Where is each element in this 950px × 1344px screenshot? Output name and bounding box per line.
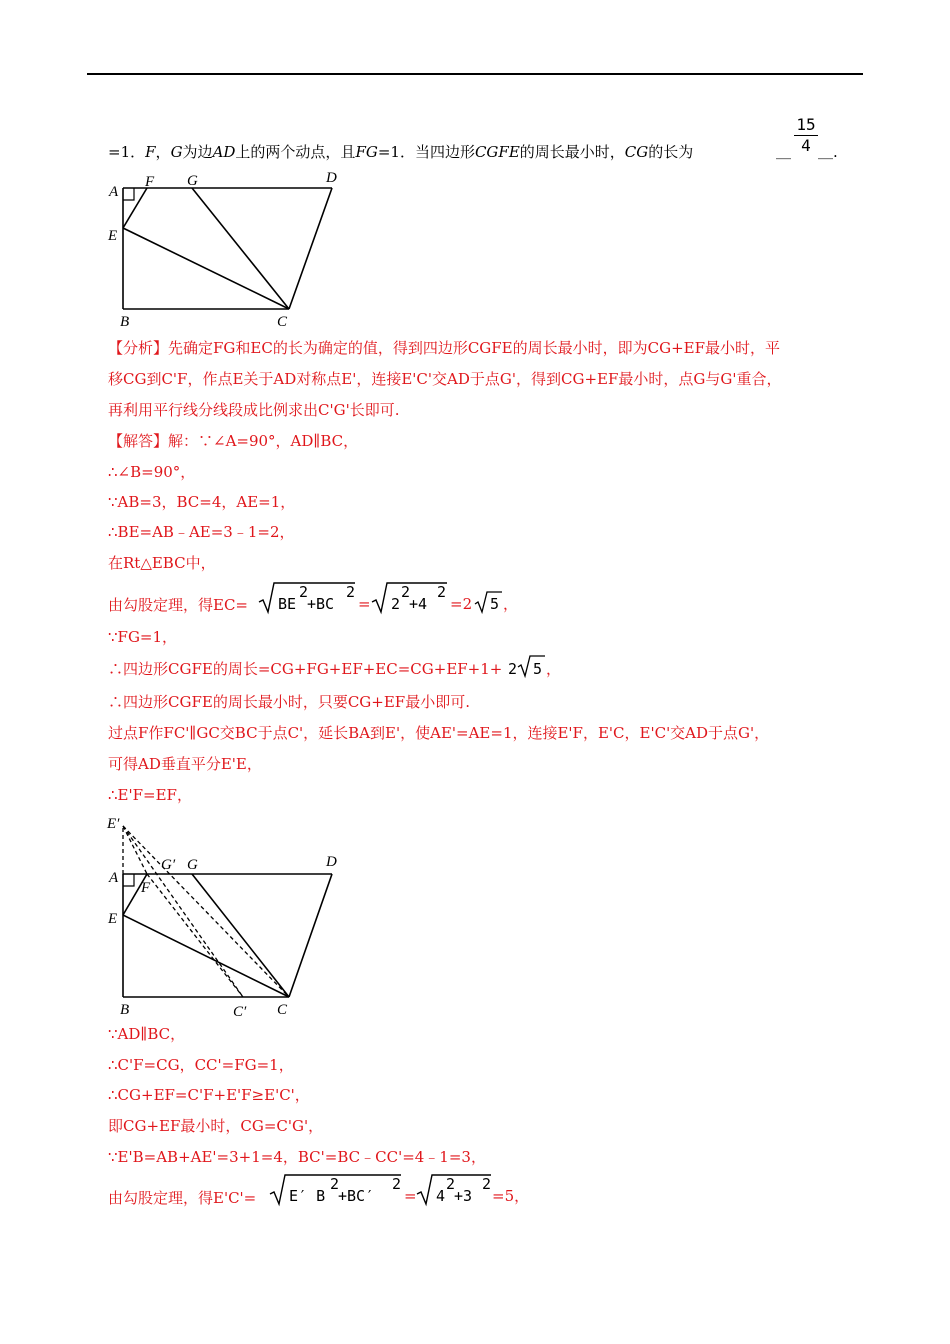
rad1-sup1: 2 xyxy=(299,583,309,601)
rad2-sup2: 2 xyxy=(482,1175,492,1193)
solution-line-2: ∴∠B=90°， xyxy=(108,463,196,481)
dashed-E-prime-F xyxy=(123,826,147,874)
label-E-prime: E′ xyxy=(107,816,120,832)
label-F: F xyxy=(145,174,155,190)
rad1-sup2: 2 xyxy=(392,1175,402,1193)
label-G: G xyxy=(187,857,198,873)
rad1-BE: BE xyxy=(278,595,297,613)
solution-line-18 xyxy=(108,1188,256,1208)
rad2-3: +3 xyxy=(454,1187,473,1205)
rad1-BC: +BC xyxy=(307,595,335,613)
segment-EC xyxy=(123,228,289,309)
label-D: D xyxy=(326,170,337,186)
text: 上的两个动点，且 xyxy=(235,143,356,161)
segment-GC xyxy=(192,188,289,309)
rad2-sup2: 2 xyxy=(437,583,447,601)
comma: ， xyxy=(546,660,562,678)
var-AD: AD xyxy=(212,143,236,161)
dashed-E-prime-C xyxy=(123,826,289,997)
label-C-prime: C′ xyxy=(233,1004,247,1020)
solution-line-11: 可得AD垂直平分E'E， xyxy=(108,755,262,773)
solution-line-7: ∵FG=1， xyxy=(108,628,178,646)
rad2-sup1: 2 xyxy=(401,583,411,601)
var-G: G xyxy=(170,143,183,161)
perimeter-radical xyxy=(507,652,562,680)
rad2-4: +4 xyxy=(409,595,428,613)
rad2-sup1: 2 xyxy=(446,1175,456,1193)
solution-line-1: 【解答】解：∵∠A=90°，AD∥BC， xyxy=(108,432,359,450)
segment-EF xyxy=(123,188,147,228)
label-A: A xyxy=(109,870,119,886)
label-A: A xyxy=(109,184,119,200)
segment-GC xyxy=(192,874,289,997)
var-CG: CG xyxy=(624,143,649,161)
solution-line-6 xyxy=(108,595,248,615)
text: 的周长最小时， xyxy=(519,143,625,161)
text: =1．当四边形 xyxy=(377,143,475,161)
ec-formula-prefix: 由勾股定理，得EC= xyxy=(108,596,248,614)
solution-line-12: ∴E'F=EF， xyxy=(108,786,192,804)
analysis-line-3: 再利用平行线分线段成比例求出C'G'长即可. xyxy=(108,401,400,419)
rad1-sup2: 2 xyxy=(346,583,356,601)
label-D: D xyxy=(326,854,337,870)
answer-numerator: 15 xyxy=(796,115,816,134)
right-angle-mark xyxy=(123,874,134,886)
solution-line-13: ∵AD∥BC， xyxy=(108,1025,186,1043)
solution-line-8 xyxy=(108,659,502,679)
answer-fraction xyxy=(794,116,818,155)
solution-line-17: ∵E'B=AB+AE'=3+1=4，BC'=BC﹣CC'=4﹣1=3， xyxy=(108,1148,486,1166)
label-G-prime: G′ xyxy=(161,857,176,873)
answer-denominator: 4 xyxy=(801,136,811,155)
solution-line-16: 即CG+EF最小时，CG=C'G'， xyxy=(108,1117,324,1135)
right-angle-mark xyxy=(123,188,134,200)
solution-line-9: ∴四边形CGFE的周长最小时，只要CG+EF最小即可. xyxy=(108,693,470,711)
dashed-E-prime-C-prime xyxy=(123,826,243,997)
ec-formula-radicals xyxy=(257,580,517,616)
var-FG: FG xyxy=(355,143,378,161)
perimeter-text: ∴四边形CGFE的周长=CG+FG+EF+EC=CG+EF+1+ xyxy=(108,660,503,678)
solution-line-5: 在Rt△EBC中， xyxy=(108,554,216,572)
solution-line-3: ∵AB=3，BC=4，AE=1， xyxy=(108,493,296,511)
var-F: F xyxy=(145,143,156,161)
rad-5: 5 xyxy=(533,660,543,678)
var-CGFE: CGFE xyxy=(474,143,520,161)
edge-DC xyxy=(289,874,332,997)
dashed-F-C-prime xyxy=(147,874,243,997)
text: 的长为 xyxy=(648,143,694,161)
rad1-E-prime-B: E′ B xyxy=(289,1187,326,1205)
rad1-BC-prime: +BC′ xyxy=(338,1187,375,1205)
answer-blank-left: ＿ xyxy=(776,143,792,161)
equals-1: = xyxy=(404,1187,417,1205)
result-2sqrt5: =2 xyxy=(450,595,473,613)
solution-line-15: ∴CG+EF=C'F+E'F≥E'C'， xyxy=(108,1086,310,1104)
comma: ， xyxy=(503,595,519,613)
e-prime-c-prime-radicals xyxy=(268,1172,528,1208)
label-E: E xyxy=(108,228,118,244)
answer-blank-right: ＿. xyxy=(818,143,838,161)
equals-1: = xyxy=(358,595,371,613)
analysis-line-1: 【分析】先确定FG和EC的长为确定的值，得到四边形CGFE的周长最小时，即为CG+EF最小时，平 xyxy=(108,339,781,357)
segment-EC xyxy=(123,915,289,997)
rad2-4: 4 xyxy=(436,1187,446,1205)
solution-line-10: 过点F作FC'∥GC交BC于点C'，延长BA到E'，使AE'=AE=1，连接E'F，E'C，E'C'交AD于点G'， xyxy=(108,724,770,742)
label-G: G xyxy=(187,173,198,189)
label-B: B xyxy=(120,314,130,330)
problem-statement xyxy=(108,142,693,162)
edge-DC xyxy=(289,188,332,309)
label-E: E xyxy=(108,911,118,927)
text: 为边 xyxy=(182,143,213,161)
label-C: C xyxy=(277,1002,288,1018)
text: =1． xyxy=(108,143,146,161)
rad2-2: 2 xyxy=(391,595,401,613)
label-F: F xyxy=(141,880,151,896)
solution-line-4: ∴BE=AB﹣AE=3﹣1=2， xyxy=(108,523,295,541)
label-C: C xyxy=(277,314,288,330)
text: ， xyxy=(155,143,171,161)
result-rad-5: 5 xyxy=(490,595,500,613)
figure-1 xyxy=(100,165,360,335)
figure-2 xyxy=(100,810,360,1018)
header-rule xyxy=(87,73,863,75)
label-B: B xyxy=(120,1002,130,1018)
coef-2: 2 xyxy=(508,660,518,678)
result-5: =5， xyxy=(492,1187,530,1205)
e-prime-c-prime-prefix: 由勾股定理，得E'C'= xyxy=(108,1189,257,1207)
rad1-sup1: 2 xyxy=(330,1175,340,1193)
analysis-line-2: 移CG到C'F，作点E关于AD对称点E'，连接E'C'交AD于点G'，得到CG+EF最小时，点G与G'重合， xyxy=(108,370,782,388)
solution-line-14: ∴C'F=CG，CC'=FG=1， xyxy=(108,1056,294,1074)
